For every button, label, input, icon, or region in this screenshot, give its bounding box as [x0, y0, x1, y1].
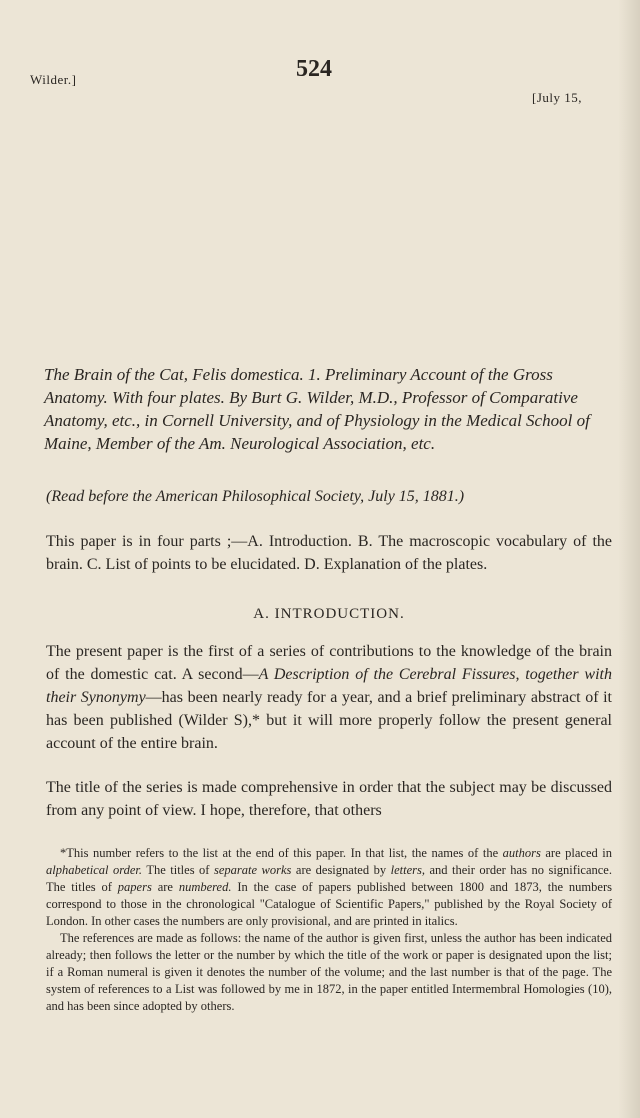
article-title: The Brain of the Cat, Felis domestica. 1. Preliminary Account of the Gross Anatomy. With four plates. By Burt G. Wilder, M.D., Professor of Comparative Anatomy, etc., in Cornell University, and of Physiology in the Medical School of Maine, Member of the Am. Neurological Association, etc.: [44, 365, 590, 453]
fn-italic: separate works: [213, 863, 292, 877]
page-number: 524: [296, 56, 332, 82]
fn-italic: alphabetical order.: [46, 863, 143, 877]
para2-text-a: The present paper is the first of a series of contributions to the knowledge of the brain of the domestic cat. A second—: [46, 643, 612, 683]
fn-italic: numbered.: [178, 880, 232, 894]
footnote: [46, 845, 612, 1015]
running-head-author: Wilder.]: [30, 72, 77, 87]
fn-text: In the case of papers published between 1800 and 1873, the numbers correspond to those in the chronological "Catalogue of Scientific Papers," published by the Royal Society of London. In other cases the numbers are only provisional, and are printed in italics.: [46, 880, 612, 928]
fn-italic: letters,: [390, 863, 425, 877]
read-before-note: (Read before the American Philosophical Society, July 15, 1881.): [46, 488, 465, 505]
section-heading: A. INTRODUCTION.: [253, 606, 405, 622]
para2-text-b: —has been nearly ready for a year, and a brief preliminary abstract of it has been published (Wilder S),* but it will more properly follow the present general account of the entire brain.: [46, 689, 613, 752]
fn-italic: papers: [117, 880, 152, 894]
page-edge-shadow: [618, 0, 640, 1118]
fn-text: are designated by: [291, 863, 391, 877]
running-head-date: [July 15,: [532, 90, 582, 105]
para2-italic-title: A Description of the Cerebral Fissures, together with their Synonymy: [46, 666, 612, 706]
fn-text: are: [151, 880, 179, 894]
paragraph-series: [46, 640, 612, 755]
fn-text: and their order has no significance. The titles of: [46, 863, 612, 894]
footnote-paragraph-2: The references are made as follows: the name of the author is given first, unless the author has been indicated already; then follows the letter or the number by which the title of the work or paper is designated upon the list; if a Roman numeral is given it denotes the number of the volume; and the last number is that of the page. The system of references to a List was followed by me in 1872, in the paper entitled Intermembral Homologies (10), and has been since adopted by others.: [46, 931, 612, 1013]
intro-paragraph: This paper is in four parts ;—A. Introduction. B. The macroscopic vocabulary of the brain. C. List of points to be elucidated. D. Explanation of the plates.: [46, 533, 612, 573]
fn-italic: authors: [502, 846, 541, 860]
fn-text: are placed in: [540, 846, 612, 860]
footnote-paragraph-1: [46, 845, 612, 930]
fn-text: The titles of: [142, 863, 214, 877]
paragraph-title: The title of the series is made comprehensive in order that the subject may be discussed from any point of view. I hope, therefore, that others: [46, 779, 612, 819]
fn-text: *This number refers to the list at the end of this paper. In that list, the names of the: [60, 846, 503, 860]
